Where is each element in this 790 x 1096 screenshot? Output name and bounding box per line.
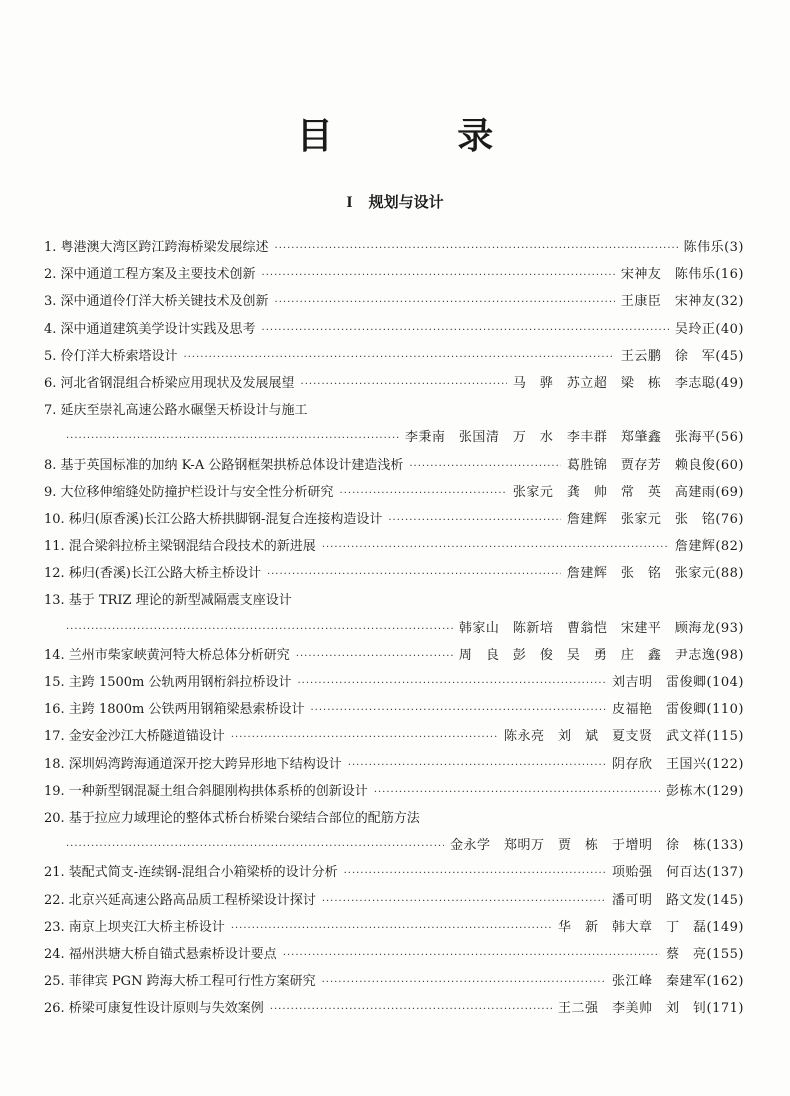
toc-entry[interactable] bbox=[44, 698, 744, 725]
toc-entry[interactable] bbox=[44, 345, 744, 372]
entry-title: 17. 金安金沙江大桥隧道锚设计 bbox=[44, 729, 225, 745]
dot-leader bbox=[296, 651, 453, 662]
section-title: 规划与设计 bbox=[368, 193, 444, 211]
entry-title: 15. 主跨 1500m 公轨两用钢桁斜拉桥设计 bbox=[44, 675, 292, 690]
entry-authors-page: 吴玲正(40) bbox=[674, 321, 744, 337]
dot-leader bbox=[322, 977, 606, 988]
toc-entry[interactable] bbox=[44, 372, 744, 399]
dot-leader bbox=[340, 488, 507, 499]
dot-leader bbox=[184, 352, 615, 363]
entry-authors-page: 韩家山 陈新培 曹翁恺 宋建平 顾海龙(93) bbox=[458, 620, 744, 636]
entry-authors-page: 彭栋木(129) bbox=[666, 783, 744, 799]
toc-entry[interactable] bbox=[44, 535, 744, 562]
entry-title: 19. 一种新型钢混凝土组合斜腿刚构拱体系桥的创新设计 bbox=[44, 783, 368, 799]
entry-title: 12. 秭归(香溪)长江公路大桥主桥设计 bbox=[44, 566, 261, 582]
toc-entry-continuation[interactable] bbox=[44, 834, 744, 861]
dot-leader bbox=[283, 950, 660, 961]
dot-leader bbox=[231, 923, 552, 934]
entry-title: 1. 粤港澳大湾区跨江跨海桥梁发展综述 bbox=[44, 240, 269, 255]
toc-entry[interactable] bbox=[44, 318, 744, 345]
entry-authors-page: 皮福艳 雷俊卿(110) bbox=[612, 702, 744, 718]
toc-entry[interactable] bbox=[44, 753, 744, 780]
entry-title: 25. 菲律宾 PGN 跨海大桥工程可行性方案研究 bbox=[44, 974, 316, 990]
entry-authors-page: 阴存欣 王国兴(122) bbox=[612, 756, 744, 772]
entry-authors-page: 蔡 亮(155) bbox=[666, 946, 744, 962]
toc-entry[interactable] bbox=[44, 943, 744, 970]
dot-leader bbox=[310, 705, 606, 716]
toc-entry[interactable] bbox=[44, 997, 744, 1024]
entry-title: 18. 深圳妈湾跨海通道深开挖大跨异形地下结构设计 bbox=[44, 756, 342, 772]
dot-leader bbox=[262, 270, 615, 281]
entry-authors-page: 王云鹏 徐 军(45) bbox=[620, 348, 744, 364]
toc-entry[interactable] bbox=[44, 454, 744, 481]
toc-entry[interactable] bbox=[44, 508, 744, 535]
toc-entry-continuation[interactable] bbox=[44, 617, 744, 644]
dot-leader bbox=[270, 1004, 552, 1015]
toc-entry[interactable] bbox=[44, 399, 744, 426]
entry-authors-page: 詹建辉(82) bbox=[674, 539, 744, 555]
entry-authors-page: 宋神友 陈伟乐(16) bbox=[620, 267, 744, 283]
entry-authors-page: 刘吉明 雷俊卿(104) bbox=[612, 675, 744, 690]
entry-authors-page: 马 骅 苏立超 梁 栋 李志聪(49) bbox=[512, 375, 744, 391]
dot-leader bbox=[344, 868, 606, 879]
dot-leader bbox=[66, 433, 399, 444]
dot-leader bbox=[348, 760, 606, 771]
entry-authors-page: 葛胜锦 贾存芳 赖良俊(60) bbox=[566, 457, 744, 473]
entry-authors-page: 金永学 郑明万 贾 栋 于增明 徐 栋(133) bbox=[450, 838, 744, 854]
toc-entry[interactable] bbox=[44, 970, 744, 997]
toc-entry[interactable] bbox=[44, 780, 744, 807]
toc-entry[interactable] bbox=[44, 562, 744, 589]
entry-title: 2. 深中通道工程方案及主要技术创新 bbox=[44, 267, 256, 283]
toc-entry-continuation[interactable] bbox=[44, 426, 744, 453]
entry-authors-page: 詹建辉 张 铭 张家元(88) bbox=[566, 566, 744, 582]
entry-authors-page: 陈伟乐(3) bbox=[683, 240, 744, 255]
entry-authors-page: 华 新 韩大章 丁 磊(149) bbox=[558, 919, 744, 935]
dot-leader bbox=[267, 569, 561, 580]
entry-title: 6. 河北省钢混组合桥梁应用现状及发展展望 bbox=[44, 375, 295, 391]
toc-entry[interactable] bbox=[44, 589, 744, 616]
toc-entry[interactable] bbox=[44, 481, 744, 508]
entry-title: 20. 基于拉应力域理论的整体式桥台桥梁台梁结合部位的配筋方法 bbox=[44, 810, 420, 826]
entry-title: 8. 基于英国标准的加纳 K-A 公路钢框架拱桥总体设计建造浅析 bbox=[44, 457, 404, 473]
entry-title: 23. 南京上坝夹江大桥主桥设计 bbox=[44, 919, 225, 935]
dot-leader bbox=[322, 542, 669, 553]
toc-list bbox=[44, 236, 744, 1024]
toc-entry[interactable] bbox=[44, 644, 744, 671]
toc-entry[interactable] bbox=[44, 671, 744, 698]
entry-title: 4. 深中通道建筑美学设计实践及思考 bbox=[44, 321, 256, 337]
dot-leader bbox=[66, 624, 453, 635]
entry-title: 5. 伶仃洋大桥索塔设计 bbox=[44, 348, 178, 364]
dot-leader bbox=[374, 787, 660, 798]
dot-leader bbox=[66, 841, 444, 852]
dot-leader bbox=[297, 678, 606, 689]
entry-authors-page: 王二强 李美帅 刘 钊(171) bbox=[558, 1001, 744, 1017]
toc-entry[interactable] bbox=[44, 807, 744, 834]
section-number: I bbox=[346, 194, 353, 211]
toc-entry[interactable] bbox=[44, 263, 744, 290]
dot-leader bbox=[388, 515, 560, 526]
dot-leader bbox=[231, 732, 498, 743]
page-title: 目 录 bbox=[296, 116, 550, 157]
dot-leader bbox=[275, 297, 615, 308]
entry-authors-page: 张江峰 秦建军(162) bbox=[612, 974, 744, 990]
entry-authors-page: 潘可明 路文发(145) bbox=[612, 892, 744, 908]
entry-authors-page: 陈永亮 刘 斌 夏支贤 武文祥(115) bbox=[504, 729, 744, 745]
entry-title: 11. 混合梁斜拉桥主梁钢混结合段技术的新进展 bbox=[44, 539, 316, 555]
toc-entry[interactable] bbox=[44, 290, 744, 317]
entry-title: 13. 基于 TRIZ 理论的新型减隔震支座设计 bbox=[44, 593, 292, 609]
section-heading bbox=[0, 191, 790, 212]
entry-title: 24. 福州洪塘大桥自锚式悬索桥设计要点 bbox=[44, 946, 277, 962]
toc-entry[interactable] bbox=[44, 236, 744, 263]
dot-leader bbox=[322, 896, 606, 907]
entry-title: 22. 北京兴延高速公路高品质工程桥梁设计探讨 bbox=[44, 892, 316, 908]
entry-title: 14. 兰州市柴家峡黄河特大桥总体分析研究 bbox=[44, 647, 290, 663]
entry-title: 9. 大位移伸缩缝处防撞护栏设计与安全性分析研究 bbox=[44, 484, 334, 500]
entry-authors-page: 李秉南 张国清 万 水 李丰群 郑肇鑫 张海平(56) bbox=[404, 430, 744, 446]
dot-leader bbox=[409, 461, 560, 472]
dot-leader bbox=[301, 379, 507, 390]
entry-authors-page: 周 良 彭 俊 吴 勇 庄 鑫 尹志逸(98) bbox=[458, 647, 744, 663]
entry-authors-page: 项贻强 何百达(137) bbox=[612, 865, 744, 881]
entry-title: 3. 深中通道伶仃洋大桥关键技术及创新 bbox=[44, 294, 269, 310]
toc-entry[interactable] bbox=[44, 916, 744, 943]
entry-authors-page: 王康臣 宋神友(32) bbox=[620, 294, 744, 310]
entry-authors-page: 张家元 龚 帅 常 英 高建雨(69) bbox=[512, 484, 744, 500]
dot-leader bbox=[275, 243, 678, 254]
dot-leader bbox=[262, 325, 669, 336]
entry-title: 21. 装配式简支-连续钢-混组合小箱梁桥的设计分析 bbox=[44, 865, 338, 881]
toc-entry[interactable] bbox=[44, 725, 744, 752]
entry-title: 16. 主跨 1800m 公铁两用钢箱梁悬索桥设计 bbox=[44, 702, 305, 718]
toc-entry[interactable] bbox=[44, 889, 744, 916]
entry-title: 26. 桥梁可康复性设计原则与失效案例 bbox=[44, 1001, 264, 1017]
entry-authors-page: 詹建辉 张家元 张 铭(76) bbox=[566, 511, 744, 527]
entry-title: 10. 秭归(原香溪)长江公路大桥拱脚钢-混复合连接构造设计 bbox=[44, 511, 383, 527]
entry-title: 7. 延庆至崇礼高速公路水碾堡天桥设计与施工 bbox=[44, 403, 308, 419]
toc-entry[interactable] bbox=[44, 861, 744, 888]
